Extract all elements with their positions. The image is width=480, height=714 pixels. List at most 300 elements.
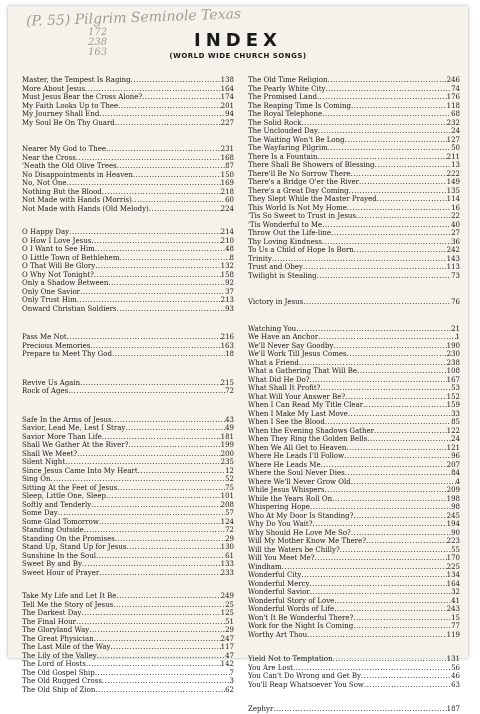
index-entry bbox=[22, 424, 234, 433]
dot-leader bbox=[115, 119, 221, 128]
dot-leader bbox=[131, 76, 221, 85]
page-number: 32 bbox=[451, 588, 460, 596]
index-entry bbox=[248, 93, 460, 102]
dot-leader bbox=[126, 543, 220, 552]
song-title: Pass Me Not bbox=[22, 333, 67, 341]
song-title: They Slept While the Master Prayed bbox=[248, 195, 377, 203]
index-entry bbox=[248, 452, 460, 461]
dot-leader bbox=[363, 401, 447, 410]
dot-leader bbox=[110, 643, 220, 652]
index-entry bbox=[22, 433, 234, 442]
index-entry bbox=[22, 518, 234, 527]
dot-leader bbox=[149, 205, 221, 214]
page-number: 117 bbox=[220, 643, 234, 651]
index-entry bbox=[22, 677, 234, 686]
song-title: Shall We Meet? bbox=[22, 449, 78, 458]
index-entry bbox=[22, 441, 234, 450]
page-number: 37 bbox=[225, 287, 234, 296]
page-number: 76 bbox=[451, 298, 460, 306]
page-number: 87 bbox=[225, 162, 234, 170]
index-entry bbox=[248, 350, 460, 359]
index-entry bbox=[248, 410, 460, 419]
song-title: Safe In the Arms of Jesus bbox=[22, 415, 112, 424]
page-number: 213 bbox=[220, 296, 234, 304]
dot-leader bbox=[84, 526, 225, 535]
page-number: 74 bbox=[451, 84, 460, 93]
page-number: 43 bbox=[225, 415, 234, 424]
dot-leader bbox=[112, 350, 225, 359]
song-title: Not Made with Hands (Morris) bbox=[22, 196, 132, 204]
index-entry bbox=[248, 655, 460, 664]
index-entry bbox=[22, 271, 234, 280]
dot-leader bbox=[102, 677, 230, 686]
index-entry bbox=[248, 384, 460, 393]
page-number: 22 bbox=[451, 212, 460, 220]
dot-leader bbox=[318, 127, 451, 136]
index-letter-group bbox=[22, 145, 234, 213]
page-title: INDEX bbox=[194, 30, 282, 51]
index-entry bbox=[248, 85, 460, 94]
song-title: Softly and Tenderly bbox=[22, 500, 92, 509]
dot-leader bbox=[350, 170, 446, 179]
page-number: 231 bbox=[220, 145, 234, 153]
dot-leader bbox=[317, 93, 447, 102]
song-title: My Journey Shall End bbox=[22, 110, 100, 118]
page-number: 187 bbox=[446, 705, 460, 713]
song-title: The Promised Land bbox=[248, 93, 317, 101]
page-number: 163 bbox=[220, 341, 234, 350]
song-title: Only One Savior bbox=[22, 287, 81, 296]
dot-leader bbox=[332, 495, 446, 504]
index-entry bbox=[248, 229, 460, 238]
dot-leader bbox=[348, 410, 451, 419]
dot-leader bbox=[99, 569, 220, 578]
page-number: 33 bbox=[451, 409, 460, 418]
page-number: 152 bbox=[446, 392, 460, 401]
dot-leader bbox=[117, 484, 225, 493]
song-title: We Have an Anchor bbox=[248, 333, 319, 341]
dot-leader bbox=[353, 512, 446, 521]
index-entry bbox=[22, 110, 234, 119]
page-number: 12 bbox=[225, 466, 234, 475]
page-number: 247 bbox=[220, 634, 234, 643]
song-title: You Are Lost bbox=[248, 663, 293, 672]
song-title: Standing On the Promises bbox=[22, 534, 115, 543]
index-entry bbox=[248, 238, 460, 247]
dot-leader bbox=[296, 325, 451, 334]
song-title: Where the Soul Never Dies bbox=[248, 469, 345, 477]
song-title: Prepare to Meet Thy God bbox=[22, 350, 112, 358]
dot-leader bbox=[301, 119, 446, 128]
song-title: Thy Loving Kindness bbox=[248, 237, 322, 246]
song-title: While the Years Roll On bbox=[248, 494, 333, 503]
page-number: 235 bbox=[220, 458, 234, 466]
page-number: 133 bbox=[220, 560, 234, 568]
song-title: Sweet By and By bbox=[22, 560, 82, 568]
index-entry bbox=[248, 136, 460, 145]
page-number: 246 bbox=[446, 76, 460, 84]
song-title: When I See the Blood bbox=[248, 418, 325, 426]
index-entry bbox=[22, 592, 234, 601]
index-letter-group bbox=[248, 325, 460, 640]
song-title: What Did He Do? bbox=[248, 375, 310, 384]
song-title: Twilight is Stealing bbox=[248, 271, 317, 280]
handwritten-numbers: 172 238 163 bbox=[88, 27, 108, 58]
page-number: 92 bbox=[225, 279, 234, 287]
dot-leader bbox=[345, 469, 451, 478]
dot-leader bbox=[326, 85, 452, 94]
dot-leader bbox=[303, 263, 447, 272]
index-entry bbox=[248, 597, 460, 606]
index-entry bbox=[248, 110, 460, 119]
index-entry bbox=[248, 427, 460, 436]
index-entry bbox=[22, 458, 234, 467]
page-number: 222 bbox=[446, 169, 460, 178]
index-entry bbox=[22, 119, 234, 128]
index-entry bbox=[22, 162, 234, 171]
index-entry bbox=[22, 569, 234, 578]
index-letter-group bbox=[22, 333, 234, 359]
song-title: Whispering Hope bbox=[248, 503, 310, 511]
page-number: 25 bbox=[225, 600, 234, 609]
index-entry bbox=[22, 626, 234, 635]
page-number: 207 bbox=[446, 460, 460, 469]
dot-leader bbox=[112, 416, 225, 425]
song-title: Why Do You Wait? bbox=[248, 520, 313, 528]
index-entry bbox=[248, 178, 460, 187]
page-subtitle: (WORLD WIDE CHURCH SONGS) bbox=[169, 52, 307, 60]
page-number: 223 bbox=[446, 537, 460, 545]
song-title: Won't It Be Wonderful There? bbox=[248, 613, 354, 622]
dot-leader bbox=[351, 478, 456, 487]
dot-leader bbox=[96, 552, 225, 561]
index-entry bbox=[248, 486, 460, 495]
page-number: 49 bbox=[225, 424, 234, 432]
song-title: When I Make My Last Move bbox=[248, 409, 348, 418]
index-entry bbox=[248, 537, 460, 546]
index-entry bbox=[248, 580, 460, 589]
page-number: 56 bbox=[451, 663, 460, 672]
dot-leader bbox=[321, 461, 447, 470]
dot-leader bbox=[325, 486, 447, 495]
index-entry bbox=[22, 618, 234, 627]
dot-leader bbox=[133, 171, 221, 180]
song-title: The Darkest Day bbox=[22, 609, 82, 617]
song-title: 'Neath the Old Olive Trees bbox=[22, 162, 117, 170]
song-title: Precious Memories bbox=[22, 341, 91, 350]
page-number: 60 bbox=[225, 196, 234, 204]
index-column-right bbox=[248, 76, 460, 714]
index-entry bbox=[248, 263, 460, 272]
song-title: No Disappointments in Heaven bbox=[22, 170, 133, 179]
index-entry bbox=[22, 333, 234, 342]
index-entry bbox=[248, 76, 460, 85]
page-number: 181 bbox=[220, 432, 234, 441]
page-number: 119 bbox=[446, 630, 460, 639]
index-entry bbox=[248, 512, 460, 521]
song-title: Zephyr bbox=[248, 705, 274, 713]
dot-leader bbox=[99, 110, 225, 119]
song-title: To Us a Child of Hope Is Born bbox=[248, 246, 354, 254]
dot-leader bbox=[310, 376, 447, 385]
song-title: You'll Reap Whatsoever You Sow bbox=[248, 680, 364, 689]
dot-leader bbox=[317, 272, 451, 281]
dot-leader bbox=[361, 672, 451, 681]
index-entry bbox=[248, 170, 460, 179]
song-title: The Final Hour bbox=[22, 617, 76, 626]
index-entry bbox=[22, 305, 234, 314]
index-entry bbox=[22, 254, 234, 263]
dot-leader bbox=[334, 597, 451, 606]
index-entry bbox=[22, 416, 234, 425]
song-title: Wonderful Words of Life bbox=[248, 605, 335, 613]
page-number: 118 bbox=[446, 101, 460, 110]
song-title: Sleep, Little One, Sleep bbox=[22, 492, 107, 500]
index-entry bbox=[22, 475, 234, 484]
index-letter-group bbox=[22, 228, 234, 313]
dot-leader bbox=[138, 467, 225, 476]
dot-leader bbox=[334, 605, 446, 614]
dot-leader bbox=[128, 441, 220, 450]
dot-leader bbox=[80, 379, 221, 388]
dot-leader bbox=[118, 102, 220, 111]
index-entry bbox=[248, 495, 460, 504]
song-title: When I Can Read My Title Clear bbox=[248, 401, 364, 409]
page-number: 169 bbox=[220, 179, 234, 187]
page-number: 224 bbox=[220, 204, 234, 213]
song-title: Wonderful City bbox=[248, 571, 302, 579]
song-title: Will My Mother Know Me There? bbox=[248, 537, 367, 545]
song-title: Master, the Tempest Is Raging bbox=[22, 76, 131, 84]
dot-leader bbox=[354, 246, 447, 255]
song-title: My Faith Looks Up to Thee bbox=[22, 101, 119, 110]
dot-leader bbox=[328, 144, 451, 153]
index-entry bbox=[248, 478, 460, 487]
page-number: 125 bbox=[220, 609, 234, 617]
dot-leader bbox=[345, 393, 446, 402]
dot-leader bbox=[312, 520, 446, 529]
index-entry bbox=[248, 195, 460, 204]
dot-leader bbox=[125, 424, 225, 433]
page-number: 52 bbox=[225, 475, 234, 483]
index-entry bbox=[22, 196, 234, 205]
song-title: Where He Leads Me bbox=[248, 460, 321, 469]
index-entry bbox=[22, 279, 234, 288]
index-entry bbox=[22, 171, 234, 180]
dot-leader bbox=[301, 571, 446, 580]
index-entry bbox=[248, 469, 460, 478]
index-entry bbox=[22, 188, 234, 197]
song-title: 'Tis So Sweet to Trust in Jesus bbox=[248, 212, 357, 220]
song-title: Will You Meet Me? bbox=[248, 554, 315, 562]
page-number: 233 bbox=[220, 568, 234, 577]
index-entry bbox=[248, 342, 460, 351]
index-entry bbox=[248, 672, 460, 681]
song-title: There Is a Fountain bbox=[248, 152, 318, 161]
dot-leader bbox=[69, 228, 221, 237]
page-number: 113 bbox=[446, 263, 460, 271]
index-entry bbox=[22, 262, 234, 271]
dot-leader bbox=[299, 359, 447, 368]
page-number: 18 bbox=[225, 350, 234, 358]
index-entry bbox=[248, 444, 460, 453]
index-letter-group bbox=[22, 592, 234, 694]
song-title: There's a Great Day Coming bbox=[248, 186, 349, 195]
page-number: 159 bbox=[446, 401, 460, 409]
index-letter-group bbox=[22, 416, 234, 578]
song-title: The Old Time Religion bbox=[248, 76, 328, 84]
index-entry bbox=[22, 535, 234, 544]
page-number: 131 bbox=[446, 655, 460, 663]
page-number: 238 bbox=[446, 358, 460, 367]
song-title: You Can't Do Wrong and Get By bbox=[248, 672, 361, 680]
page-number: 40 bbox=[451, 220, 460, 229]
index-entry bbox=[248, 503, 460, 512]
page-number: 164 bbox=[220, 84, 234, 93]
page-number: 130 bbox=[220, 543, 234, 551]
song-title: Wonderful Story of Love bbox=[248, 596, 335, 605]
dot-leader bbox=[345, 136, 447, 145]
page-number: 124 bbox=[220, 517, 234, 526]
page-number: 150 bbox=[220, 170, 234, 179]
song-title: Savior, Lead Me, Lest I Stray bbox=[22, 424, 126, 432]
song-title: Shall We Gather At the River? bbox=[22, 441, 129, 449]
song-title: Throw Out the Life-line bbox=[248, 229, 332, 237]
index-entry bbox=[22, 342, 234, 351]
song-title: There'll Be No Sorrow There bbox=[248, 169, 351, 178]
dot-leader bbox=[116, 592, 220, 601]
song-title: The Waiting Won't Be Long bbox=[248, 135, 345, 144]
dot-leader bbox=[81, 609, 220, 618]
dot-leader bbox=[76, 618, 225, 627]
page-number: 72 bbox=[225, 387, 234, 395]
song-title: Windham bbox=[248, 562, 282, 571]
index-entry bbox=[248, 127, 460, 136]
song-title: O I Want to See Him bbox=[22, 245, 95, 253]
dot-leader bbox=[97, 652, 225, 661]
dot-leader bbox=[353, 622, 451, 631]
song-title: What a Gathering That Will Be bbox=[248, 367, 358, 375]
song-title: My Soul Be On Thy Guard bbox=[22, 118, 115, 127]
page-number: 93 bbox=[225, 304, 234, 313]
page-number: 149 bbox=[446, 178, 460, 186]
song-title: What Shall It Profit? bbox=[248, 384, 321, 392]
dot-leader bbox=[322, 110, 451, 119]
page-number: 101 bbox=[220, 492, 234, 500]
index-entry bbox=[248, 102, 460, 111]
dot-leader bbox=[80, 288, 225, 297]
dot-leader bbox=[310, 580, 447, 589]
index-entry bbox=[22, 501, 234, 510]
index-entry bbox=[248, 461, 460, 470]
page-number: 51 bbox=[225, 617, 234, 626]
index-entry bbox=[22, 552, 234, 561]
page-number: 210 bbox=[220, 236, 234, 245]
page-number: 94 bbox=[225, 110, 234, 118]
dot-leader bbox=[95, 669, 230, 678]
page-number: 201 bbox=[220, 101, 234, 110]
index-entry bbox=[22, 296, 234, 305]
dot-leader bbox=[102, 433, 221, 442]
song-title: Since Jesus Came Into My Heart bbox=[22, 466, 138, 475]
song-title: Not Made with Hands (Old Melody) bbox=[22, 204, 149, 213]
dot-leader bbox=[318, 333, 455, 342]
song-title: Worthy Art Thou bbox=[248, 630, 308, 639]
song-title: The Gloryland Way bbox=[22, 626, 90, 634]
index-entry bbox=[248, 588, 460, 597]
page-number: 142 bbox=[220, 660, 234, 668]
dot-leader bbox=[77, 450, 220, 459]
song-title: Only Trust Him bbox=[22, 296, 77, 304]
dot-leader bbox=[99, 518, 221, 527]
page-number: 218 bbox=[220, 187, 234, 196]
page-number: 167 bbox=[446, 375, 460, 384]
index-entry bbox=[22, 526, 234, 535]
dot-leader bbox=[374, 427, 447, 436]
song-title: This World Is Not My Home bbox=[248, 203, 347, 212]
page-number: 46 bbox=[451, 672, 460, 680]
page-number: 8 bbox=[229, 253, 234, 262]
dot-leader bbox=[366, 537, 447, 546]
dot-leader bbox=[119, 254, 229, 263]
song-title: No, Not One bbox=[22, 179, 67, 187]
page-number: 3 bbox=[229, 677, 234, 685]
dot-leader bbox=[349, 187, 447, 196]
dot-leader bbox=[65, 458, 220, 467]
index-entry bbox=[22, 643, 234, 652]
page-number: 199 bbox=[220, 441, 234, 449]
song-title: The Last Mile of the Way bbox=[22, 643, 111, 651]
index-entry bbox=[22, 450, 234, 459]
dot-leader bbox=[320, 384, 451, 393]
song-title: Nearer My God to Thee bbox=[22, 145, 107, 153]
dot-leader bbox=[67, 333, 221, 342]
dot-leader bbox=[322, 221, 451, 230]
song-title: The Great Physician bbox=[22, 634, 94, 643]
page-number: 122 bbox=[446, 426, 460, 435]
index-entry bbox=[22, 660, 234, 669]
song-title: O Why Not Tonight? bbox=[22, 270, 94, 279]
dot-leader bbox=[95, 686, 225, 695]
dot-leader bbox=[340, 546, 451, 555]
page-number: 245 bbox=[446, 511, 460, 520]
page-number: 214 bbox=[220, 228, 234, 236]
page-number: 61 bbox=[225, 551, 234, 560]
song-title: Sweet Hour of Prayer bbox=[22, 568, 100, 577]
page-number: 249 bbox=[220, 592, 234, 600]
song-title: Savior More Than Life bbox=[22, 432, 102, 441]
dot-leader bbox=[364, 681, 451, 690]
page-number: 85 bbox=[451, 418, 460, 426]
page-number: 15 bbox=[451, 613, 460, 622]
dot-leader bbox=[117, 305, 226, 314]
index-entry bbox=[22, 387, 234, 396]
dot-leader bbox=[51, 475, 226, 484]
dot-leader bbox=[94, 635, 221, 644]
page-number: 211 bbox=[446, 152, 460, 161]
page-number: 143 bbox=[446, 254, 460, 263]
dot-leader bbox=[333, 342, 446, 351]
index-entry bbox=[22, 652, 234, 661]
dot-leader bbox=[307, 631, 447, 640]
page-number: 200 bbox=[220, 449, 234, 458]
dot-leader bbox=[77, 296, 221, 305]
index-entry bbox=[22, 102, 234, 111]
song-title: Will the Waters be Chilly? bbox=[248, 545, 340, 554]
page-number: 243 bbox=[446, 605, 460, 613]
index-entry bbox=[248, 393, 460, 402]
dot-leader bbox=[273, 705, 446, 714]
